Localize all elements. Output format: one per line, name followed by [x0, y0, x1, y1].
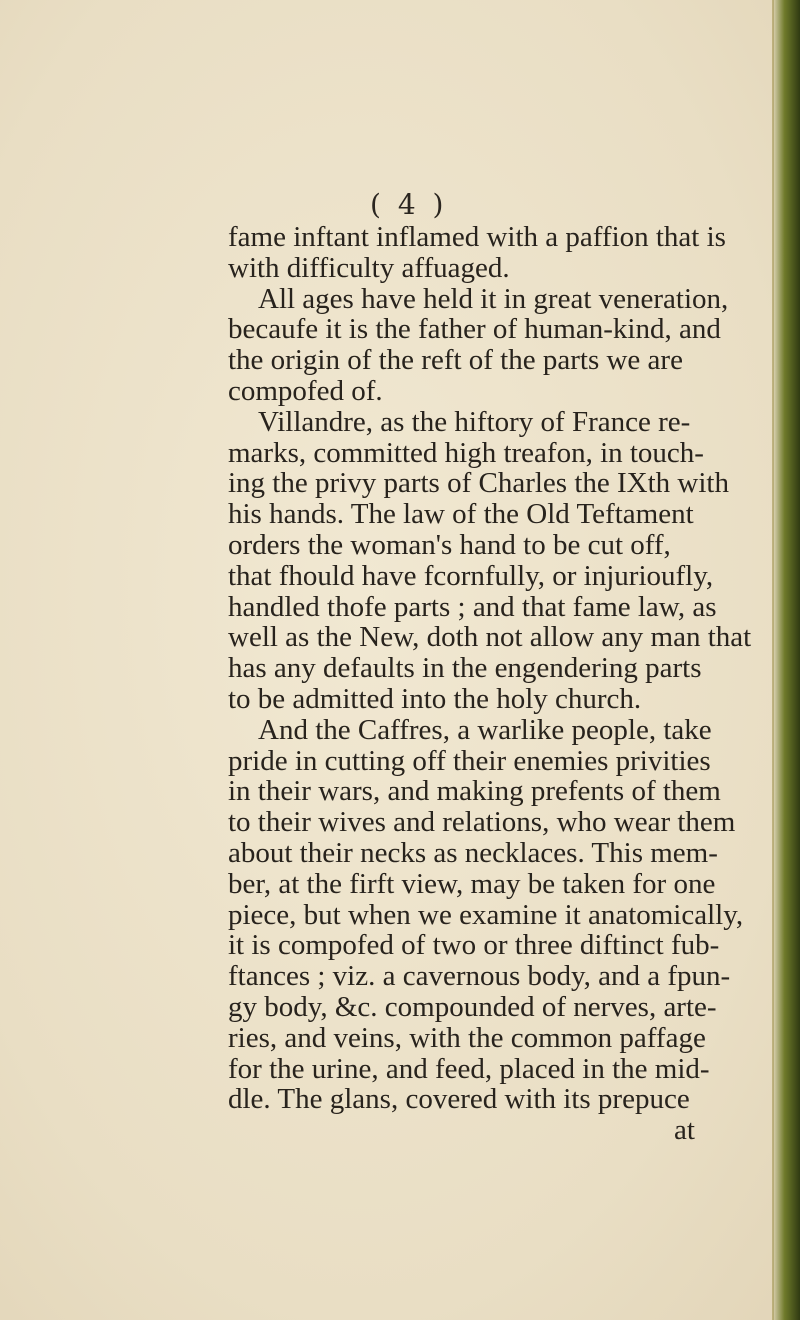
text-line: it is compofed of two or three diftinct fub-	[228, 929, 720, 962]
text-line: Villandre, as the hiftory of France re-	[258, 405, 691, 438]
text-line: his hands. The law of the Old Teftament	[228, 498, 694, 531]
text-line: dle. The glans, covered with its prepuce	[228, 1083, 690, 1116]
text-line: marks, committed high treafon, in touch-	[228, 436, 704, 469]
catchword: at	[674, 1114, 695, 1147]
text-line: ftances ; viz. a cavernous body, and a fpun-	[228, 960, 731, 993]
text-line: in their wars, and making prefents of them	[228, 775, 721, 808]
text-line: ber, at the firft view, may be taken for one	[228, 867, 716, 900]
text-line: with difficulty affuaged.	[228, 251, 510, 284]
text-line: becaufe it is the father of human-kind, and	[228, 313, 721, 346]
text-line: the origin of the reft of the parts we are	[228, 344, 683, 377]
text-line: piece, but when we examine it anatomically,	[228, 898, 744, 931]
text-line: gy body, &c. compounded of nerves, arte-	[228, 990, 717, 1023]
text-line: to their wives and relations, who wear them	[228, 806, 736, 839]
text-line: handled thofe parts ; and that fame law, as	[228, 590, 717, 623]
binding-edge	[772, 0, 800, 1320]
text-line: well as the New, doth not allow any man that	[228, 621, 752, 654]
text-line: about their necks as necklaces. This mem-	[228, 836, 718, 869]
text-line: has any defaults in the engendering parts	[228, 652, 702, 685]
text-line: for the urine, and feed, placed in the mid-	[228, 1052, 710, 1085]
text-line: fame inftant inflamed with a paffion that is	[228, 221, 726, 253]
text-line: pride in cutting off their enemies privities	[228, 744, 711, 777]
page-number-header: ( 4 )	[370, 188, 448, 221]
text-line: ing the privy parts of Charles the IXth with	[228, 467, 729, 500]
text-line: compofed of.	[228, 374, 383, 407]
text-line: ries, and veins, with the common paffage	[228, 1021, 706, 1054]
text-line: All ages have held it in great veneration,	[258, 282, 729, 315]
text-line: And the Caffres, a warlike people, take	[258, 713, 712, 746]
text-line: orders the woman's hand to be cut off,	[228, 528, 671, 561]
body-text	[228, 221, 752, 1147]
text-line: to be admitted into the holy church.	[228, 682, 642, 715]
text-line: that fhould have fcornfully, or injurioufly,	[228, 559, 714, 592]
